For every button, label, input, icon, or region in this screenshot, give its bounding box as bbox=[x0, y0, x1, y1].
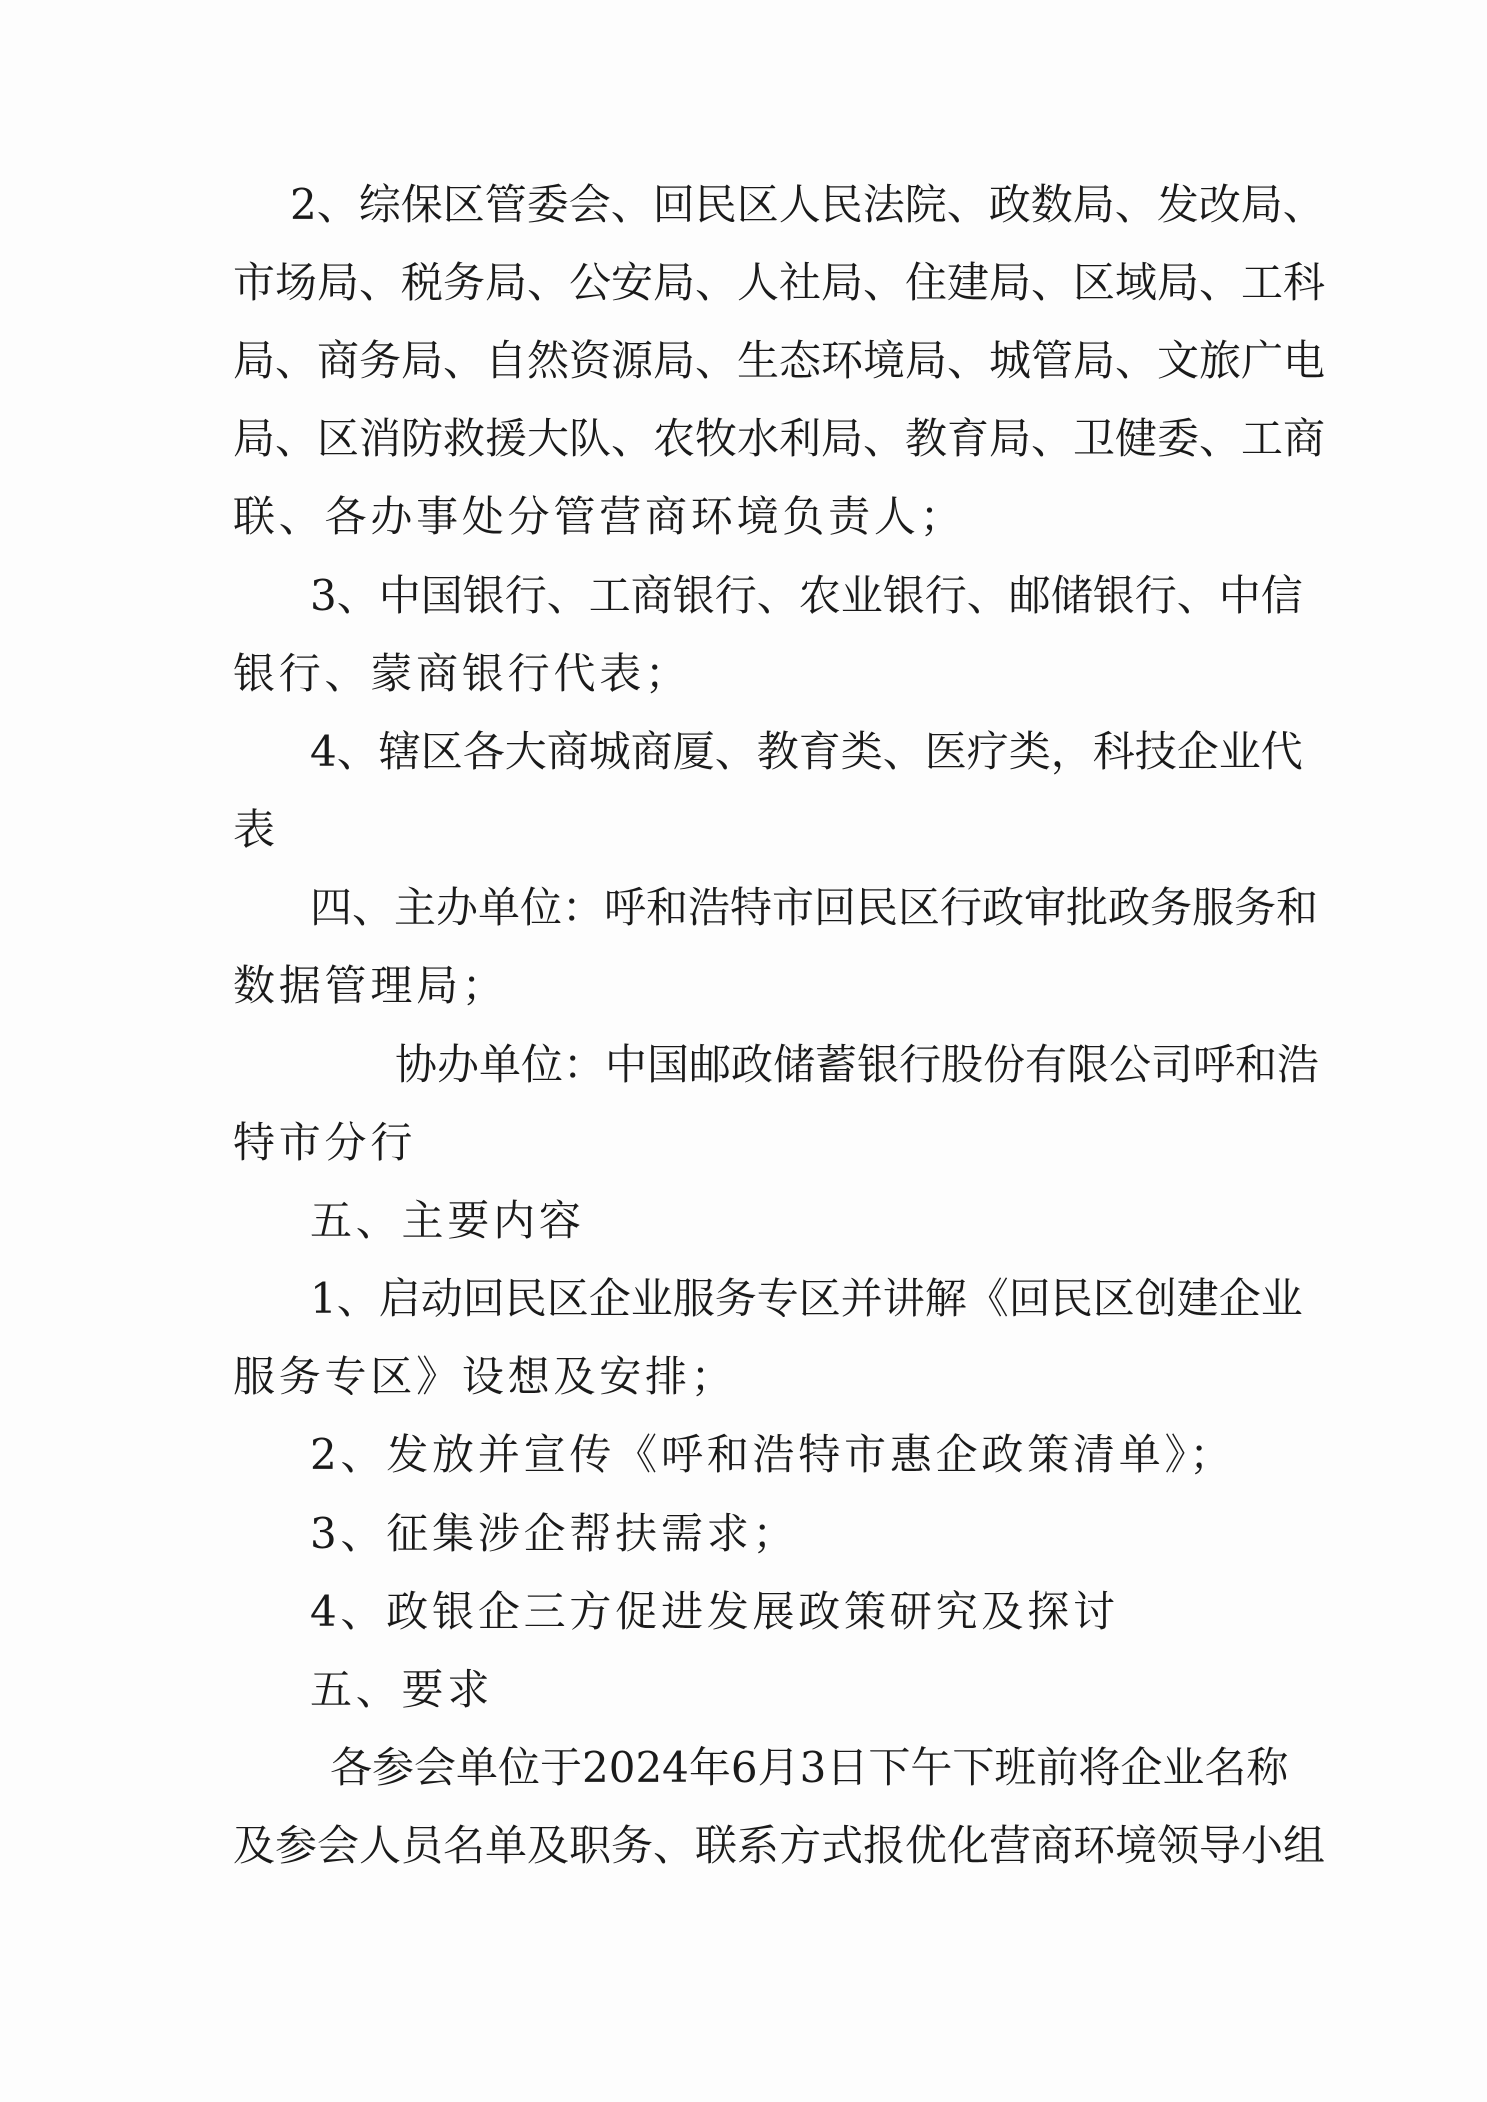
text-line: 表 bbox=[233, 805, 279, 854]
text-line: 数据管理局； bbox=[233, 961, 508, 1010]
text-line: 2、综保区管委会、回民区人民法院、政数局、发改局、 bbox=[290, 180, 1325, 229]
text-line: 3、征集涉企帮扶需求； bbox=[310, 1509, 799, 1558]
text-line: 局、商务局、自然资源局、生态环境局、城管局、文旅广电 bbox=[233, 336, 1326, 385]
text-line: 1、启动回民区企业服务专区并讲解《回民区创建企业 bbox=[310, 1274, 1303, 1323]
text-line: 联、各办事处分管营商环境负责人； bbox=[233, 492, 966, 541]
text-line: 四、主办单位：呼和浩特市回民区行政审批政务服务和 bbox=[310, 883, 1319, 932]
text-line: 服务专区》设想及安排； bbox=[233, 1352, 737, 1401]
text-line: 各参会单位于2024年6月3日下午下班前将企业名称 bbox=[330, 1743, 1289, 1792]
text-line: 局、区消防救援大队、农牧水利局、教育局、卫健委、工商 bbox=[233, 414, 1326, 463]
text-line: 4、政银企三方促进发展政策研究及探讨 bbox=[310, 1587, 1119, 1636]
section-heading: 五、要求 bbox=[310, 1665, 494, 1714]
text-line: 3、中国银行、工商银行、农业银行、邮储银行、中信 bbox=[310, 571, 1303, 620]
section-heading: 五、主要内容 bbox=[310, 1196, 585, 1245]
text-line: 及参会人员名单及职务、联系方式报优化营商环境领导小组 bbox=[233, 1821, 1326, 1870]
text-line: 4、辖区各大商城商厦、教育类、医疗类，科技企业代 bbox=[310, 727, 1303, 776]
text-line: 市场局、税务局、公安局、人社局、住建局、区域局、工科 bbox=[233, 258, 1326, 307]
text-line: 2、发放并宣传《呼和浩特市惠企政策清单》； bbox=[310, 1430, 1236, 1479]
text-line: 特市分行 bbox=[233, 1118, 417, 1167]
text-line: 协办单位：中国邮政储蓄银行股份有限公司呼和浩 bbox=[395, 1040, 1320, 1089]
text-line: 银行、蒙商银行代表； bbox=[233, 649, 691, 698]
